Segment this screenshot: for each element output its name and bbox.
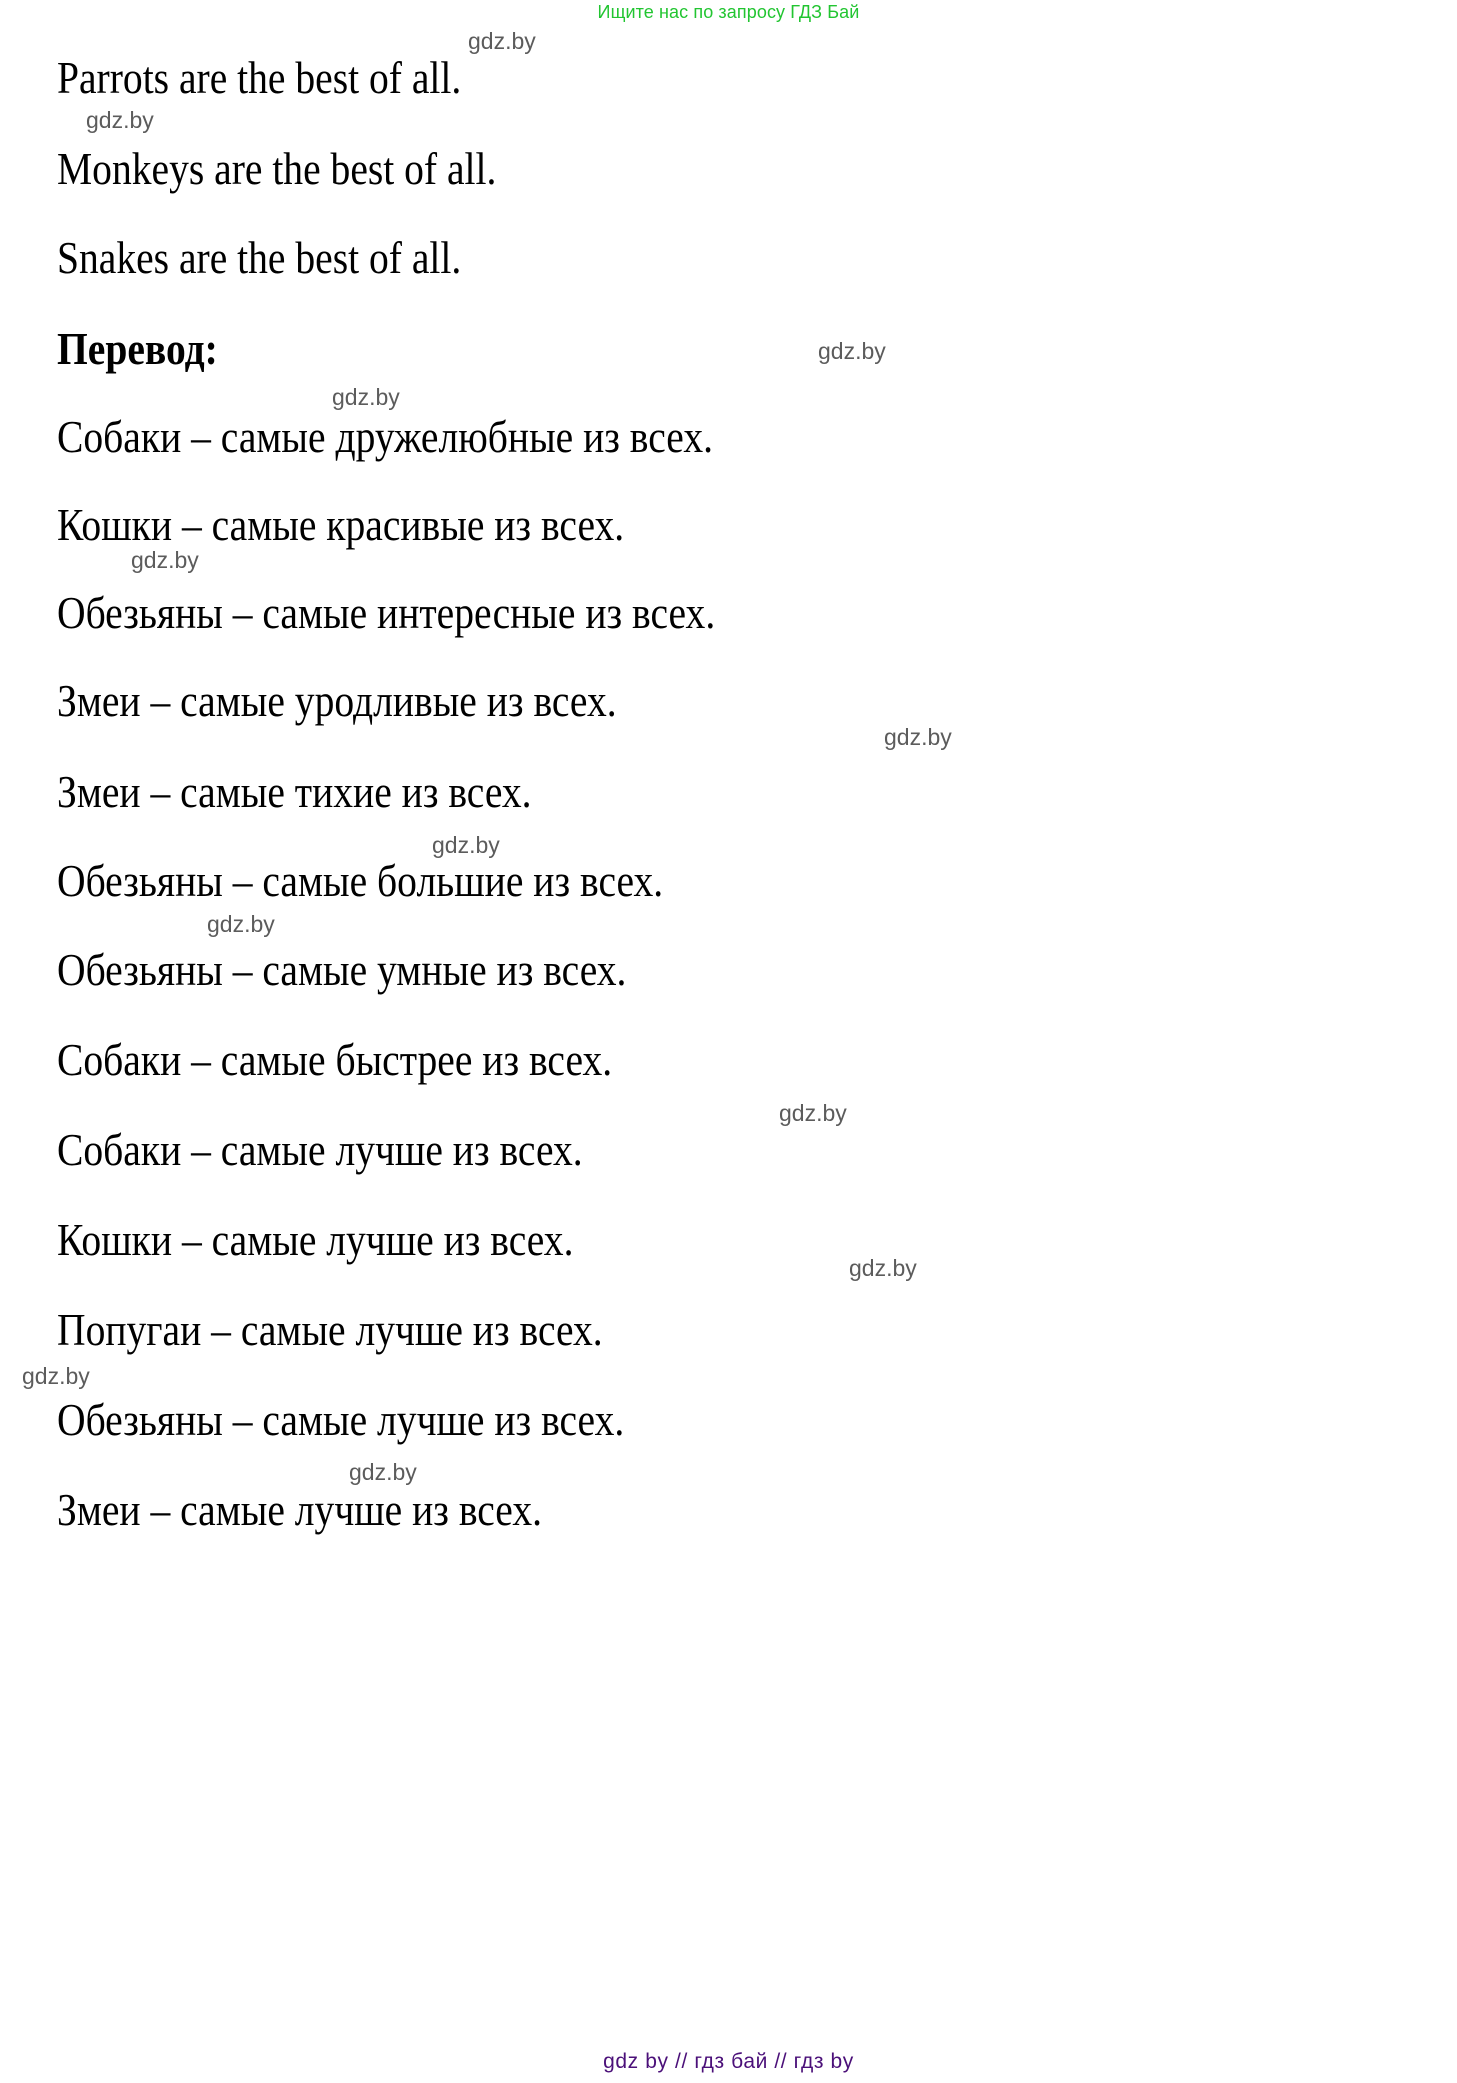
english-sentence-2: Monkeys are the best of all. [57, 143, 497, 194]
english-sentence-3: Snakes are the best of all. [57, 232, 462, 283]
translation-line-1: Собаки – самые дружелюбные из всех. [57, 411, 713, 462]
watermark-gdz: gdz.by [849, 1255, 917, 1281]
translation-line-4: Змеи – самые уродливые из всех. [57, 675, 617, 726]
translation-heading: Перевод: [57, 323, 218, 374]
translation-line-8: Собаки – самые быстрее из всех. [57, 1034, 613, 1085]
footer [0, 2050, 1457, 2074]
promo-banner-text: Ищите нас по запросу ГДЗ Бай [597, 2, 860, 22]
watermark-gdz: gdz.by [332, 384, 400, 410]
english-sentence-1: Parrots are the best of all. [57, 52, 462, 103]
translation-line-7: Обезьяны – самые умные из всех. [57, 944, 627, 995]
translation-line-2: Кошки – самые красивые из всех. [57, 499, 625, 550]
watermark-gdz: gdz.by [349, 1459, 417, 1485]
watermark-gdz: gdz.by [86, 107, 154, 133]
translation-line-13: Змеи – самые лучше из всех. [57, 1484, 543, 1535]
watermark-gdz: gdz.by [131, 547, 199, 573]
watermark-gdz: gdz.by [22, 1363, 90, 1389]
translation-line-12: Обезьяны – самые лучше из всех. [57, 1394, 625, 1445]
translation-line-10: Кошки – самые лучше из всех. [57, 1214, 574, 1265]
translation-line-9: Собаки – самые лучше из всех. [57, 1124, 583, 1175]
footer-text: gdz by // гдз бай // гдз by [603, 2050, 854, 2073]
watermark-gdz: gdz.by [884, 724, 952, 750]
watermark-gdz: gdz.by [468, 28, 536, 54]
watermark-gdz: gdz.by [207, 911, 275, 937]
promo-banner [0, 0, 1457, 24]
watermark-gdz: gdz.by [818, 338, 886, 364]
watermark-gdz: gdz.by [432, 832, 500, 858]
translation-line-5: Змеи – самые тихие из всех. [57, 766, 532, 817]
translation-line-3: Обезьяны – самые интересные из всех. [57, 587, 716, 638]
translation-line-6: Обезьяны – самые большие из всех. [57, 855, 664, 906]
watermark-gdz: gdz.by [779, 1100, 847, 1126]
translation-line-11: Попугаи – самые лучше из всех. [57, 1304, 603, 1355]
